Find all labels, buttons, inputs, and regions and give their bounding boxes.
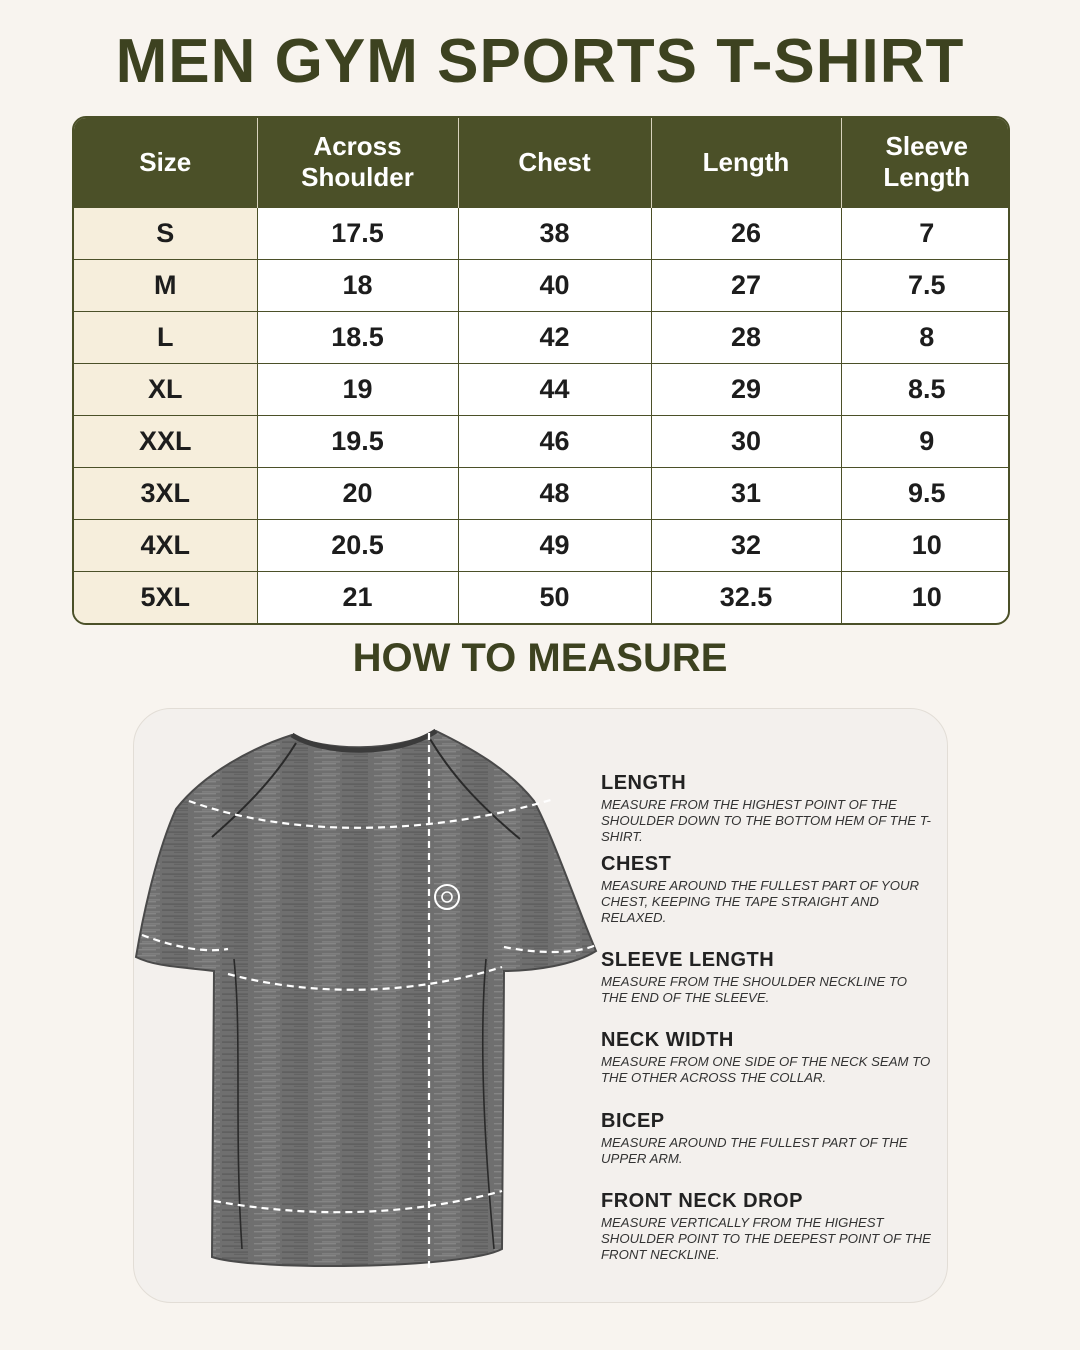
table-cell: 42 bbox=[458, 311, 651, 363]
guide-title: NECK WIDTH bbox=[601, 1029, 734, 1051]
table-cell: 30 bbox=[651, 415, 841, 467]
table-row bbox=[74, 311, 1010, 363]
t-shirt-icon bbox=[134, 709, 604, 1304]
table-cell: 19 bbox=[257, 363, 458, 415]
size-cell: L bbox=[74, 311, 257, 363]
table-row bbox=[74, 467, 1010, 519]
size-cell: XL bbox=[74, 363, 257, 415]
guide-description: MEASURE FROM THE SHOULDER NECKLINE TO THE END OF THE SLEEVE. bbox=[601, 974, 908, 1005]
guide-title: LENGTH bbox=[601, 772, 687, 794]
guide-description: MEASURE AROUND THE FULLEST PART OF YOUR CHEST, KEEPING THE TAPE STRAIGHT AND RELAXED. bbox=[601, 878, 920, 925]
table-cell: 28 bbox=[651, 311, 841, 363]
table-row bbox=[74, 207, 1010, 259]
table-cell: 20.5 bbox=[257, 519, 458, 571]
guide-title: SLEEVE LENGTH bbox=[601, 949, 775, 971]
table-header-row bbox=[74, 118, 1010, 207]
guide-description: MEASURE AROUND THE FULLEST PART OF THE UPPER ARM. bbox=[601, 1135, 908, 1166]
table-cell: 8.5 bbox=[841, 363, 1010, 415]
guide-title: FRONT NECK DROP bbox=[601, 1190, 803, 1212]
table-row bbox=[74, 363, 1010, 415]
table-cell: 9.5 bbox=[841, 467, 1010, 519]
page-title: MEN GYM SPORTS T-SHIRT bbox=[115, 27, 965, 96]
table-cell: 7.5 bbox=[841, 259, 1010, 311]
guide-neck-width bbox=[601, 1028, 931, 1086]
table-cell: 49 bbox=[458, 519, 651, 571]
table-cell: 38 bbox=[458, 207, 651, 259]
table-row bbox=[74, 571, 1010, 623]
table-cell: 20 bbox=[257, 467, 458, 519]
table-cell: 10 bbox=[841, 571, 1010, 623]
table-cell: 29 bbox=[651, 363, 841, 415]
guide-chest bbox=[601, 852, 931, 926]
table-cell: 31 bbox=[651, 467, 841, 519]
header-across-shoulder: Across Shoulder bbox=[257, 118, 458, 207]
guide-description: MEASURE FROM ONE SIDE OF THE NECK SEAM TO THE OTHER ACROSS THE COLLAR. bbox=[601, 1054, 931, 1085]
header-chest: Chest bbox=[458, 118, 651, 207]
table-row bbox=[74, 415, 1010, 467]
table-row bbox=[74, 519, 1010, 571]
table-cell: 27 bbox=[651, 259, 841, 311]
table-cell: 21 bbox=[257, 571, 458, 623]
header-length: Length bbox=[651, 118, 841, 207]
header-size: Size bbox=[74, 118, 257, 207]
guide-length bbox=[601, 771, 931, 845]
table-cell: 48 bbox=[458, 467, 651, 519]
table-cell: 7 bbox=[841, 207, 1010, 259]
table-cell: 44 bbox=[458, 363, 651, 415]
guide-description: MEASURE VERTICALLY FROM THE HIGHEST SHOULDER POINT TO THE DEEPEST POINT OF THE FRONT NECKLINE. bbox=[601, 1215, 931, 1262]
measure-guide-card bbox=[133, 708, 948, 1303]
table-cell: 17.5 bbox=[257, 207, 458, 259]
size-cell: S bbox=[74, 207, 257, 259]
guide-title: BICEP bbox=[601, 1110, 665, 1132]
size-cell: 3XL bbox=[74, 467, 257, 519]
table-cell: 40 bbox=[458, 259, 651, 311]
table-cell: 19.5 bbox=[257, 415, 458, 467]
table-cell: 32 bbox=[651, 519, 841, 571]
t-shirt-illustration bbox=[134, 709, 604, 1304]
table-cell: 10 bbox=[841, 519, 1010, 571]
table-cell: 8 bbox=[841, 311, 1010, 363]
table-cell: 18.5 bbox=[257, 311, 458, 363]
guide-front-neck-drop bbox=[601, 1189, 931, 1263]
guide-title: CHEST bbox=[601, 853, 672, 875]
table-cell: 50 bbox=[458, 571, 651, 623]
table-cell: 26 bbox=[651, 207, 841, 259]
table-row bbox=[74, 259, 1010, 311]
how-to-measure-title: HOW TO MEASURE bbox=[352, 636, 728, 680]
size-cell: M bbox=[74, 259, 257, 311]
header-sleeve-length: Sleeve Length bbox=[883, 131, 971, 193]
table-cell: 32.5 bbox=[651, 571, 841, 623]
table-cell: 18 bbox=[257, 259, 458, 311]
size-cell: XXL bbox=[74, 415, 257, 467]
guide-sleeve-length bbox=[601, 948, 931, 1006]
guide-bicep bbox=[601, 1109, 931, 1167]
table-cell: 9 bbox=[841, 415, 1010, 467]
size-cell: 4XL bbox=[74, 519, 257, 571]
size-chart-table bbox=[72, 116, 1010, 625]
size-cell: 5XL bbox=[74, 571, 257, 623]
table-cell: 46 bbox=[458, 415, 651, 467]
guide-description: MEASURE FROM THE HIGHEST POINT OF THE SHOULDER DOWN TO THE BOTTOM HEM OF THE T-SHIRT. bbox=[601, 797, 931, 844]
